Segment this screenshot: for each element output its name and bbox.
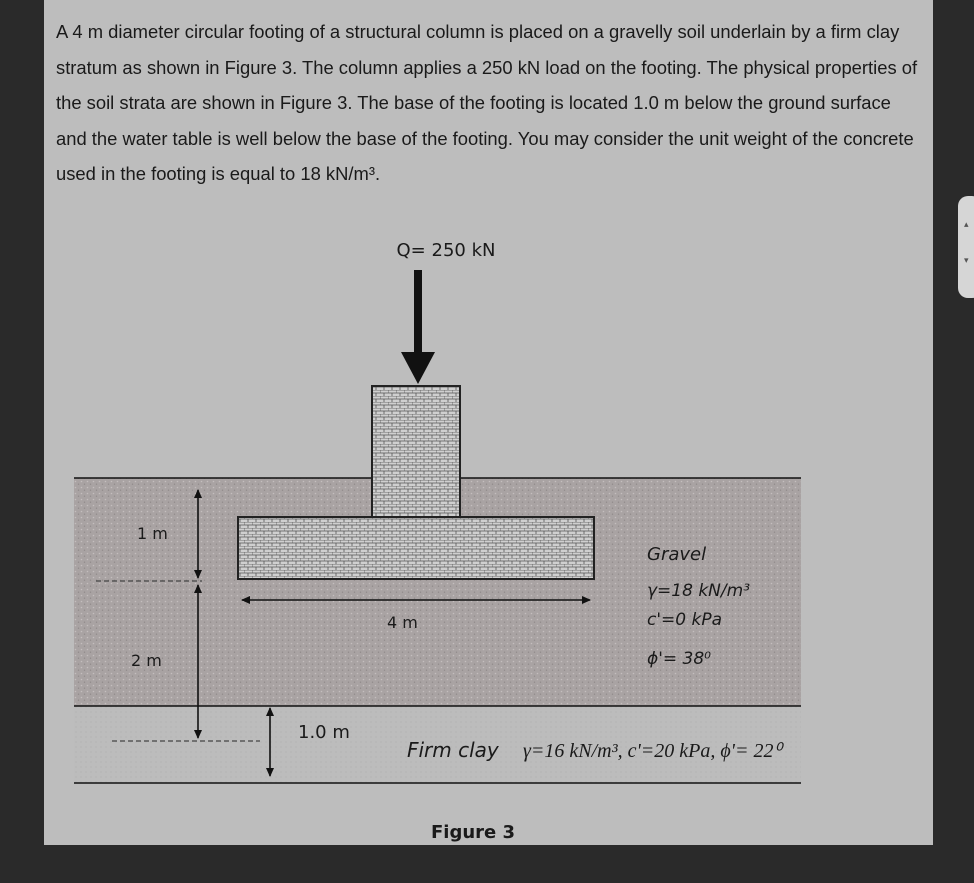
problem-statement: A 4 m diameter circular footing of a structural column is placed on a gravelly soil underlain by a firm clay stratum as shown in Figure 3. The column applies a 250 kN load on the footing. The physical properties of the soil strata are shown in Figure 3. The base of the footing is located 1.0 m below the ground surface and the water table is well below the base of the footing. You may consider the unit weight of the concrete used in the footing is equal to 18 kN/m³. xyxy=(56,21,918,185)
gravel-unit-weight: γ=18 kN/m³ xyxy=(647,581,751,601)
scroll-handle[interactable] xyxy=(958,196,974,298)
gravel-friction-angle: ϕ'= 38⁰ xyxy=(647,649,711,669)
footing-slab xyxy=(238,517,594,579)
figure-3-diagram xyxy=(44,0,933,845)
figure-caption: Figure 3 xyxy=(431,822,516,843)
gravel-name: Gravel xyxy=(647,544,707,565)
clay-name: Firm clay xyxy=(407,738,499,762)
load-arrow-head xyxy=(401,352,435,384)
clay-properties: γ=16 kN/m³, c'=20 kPa, ϕ'= 22⁰ xyxy=(523,740,782,762)
dim-label-1m: 1 m xyxy=(137,524,168,543)
gravel-cohesion: c'=0 kPa xyxy=(647,610,722,630)
chevron-up-icon: ▴ xyxy=(964,220,969,230)
load-label: Q= 250 kN xyxy=(396,240,496,261)
column xyxy=(372,386,460,517)
dim-label-2m: 2 m xyxy=(131,651,162,670)
dim-label-clay: 1.0 m xyxy=(298,722,350,743)
dim-label-4m: 4 m xyxy=(387,613,418,632)
chevron-down-icon: ▾ xyxy=(964,256,969,266)
